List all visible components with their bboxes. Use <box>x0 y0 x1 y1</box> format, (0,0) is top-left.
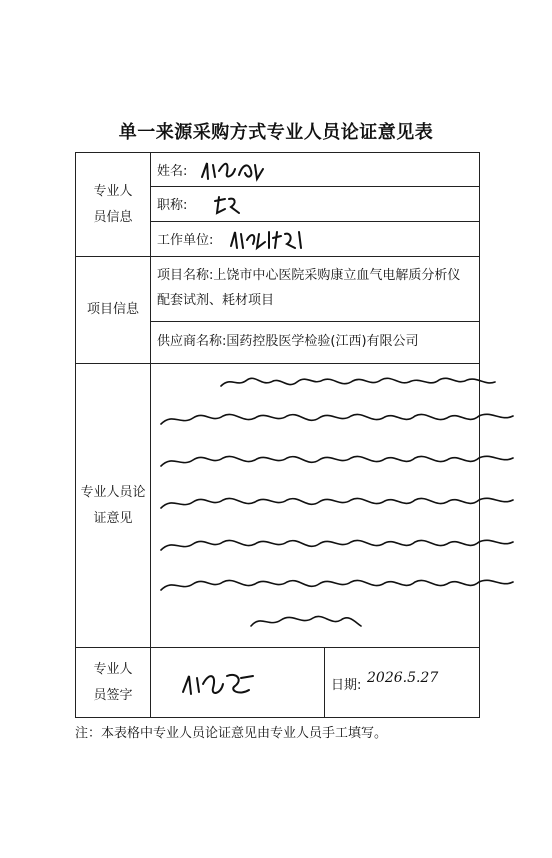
project-name-value: 上饶市中心医院采购康立血气电解质分析仪配套试剂、耗材项目 <box>157 268 461 308</box>
name-label: 姓名: <box>157 164 188 179</box>
date-value: 2026.5.27 <box>367 670 439 686</box>
opinion-form-table <box>75 152 480 718</box>
form-title: 单一来源采购方式专业人员论证意见表 <box>118 122 434 143</box>
title-row <box>151 187 479 222</box>
date-label: 日期: <box>331 678 362 693</box>
signature-label: 专业人员签字 <box>76 648 151 718</box>
handwritten-signature <box>179 666 259 700</box>
opinion-label: 专业人员论证意见 <box>76 364 151 648</box>
title-label: 职称: <box>157 198 188 213</box>
supplier-row <box>151 322 479 363</box>
handwritten-title <box>213 195 243 217</box>
unit-row <box>151 222 479 256</box>
expert-info-label: 专业人员信息 <box>76 153 151 257</box>
handwritten-unit <box>229 228 305 252</box>
supplier-label: 供应商名称: <box>157 334 227 349</box>
signature-cell <box>151 648 325 718</box>
name-row <box>151 153 479 187</box>
project-info-label: 项目信息 <box>76 257 151 364</box>
date-cell <box>325 648 480 718</box>
supplier-value: 国药控股医学检验(江西)有限公司 <box>226 334 419 349</box>
footnote: 注：本表格中专业人员论证意见由专业人员手工填写。 <box>75 726 388 741</box>
handwritten-opinion <box>151 364 479 647</box>
unit-label: 工作单位: <box>157 233 214 248</box>
project-name-label: 项目名称: <box>157 268 214 283</box>
handwritten-name <box>199 157 269 183</box>
project-name-row <box>151 257 479 322</box>
